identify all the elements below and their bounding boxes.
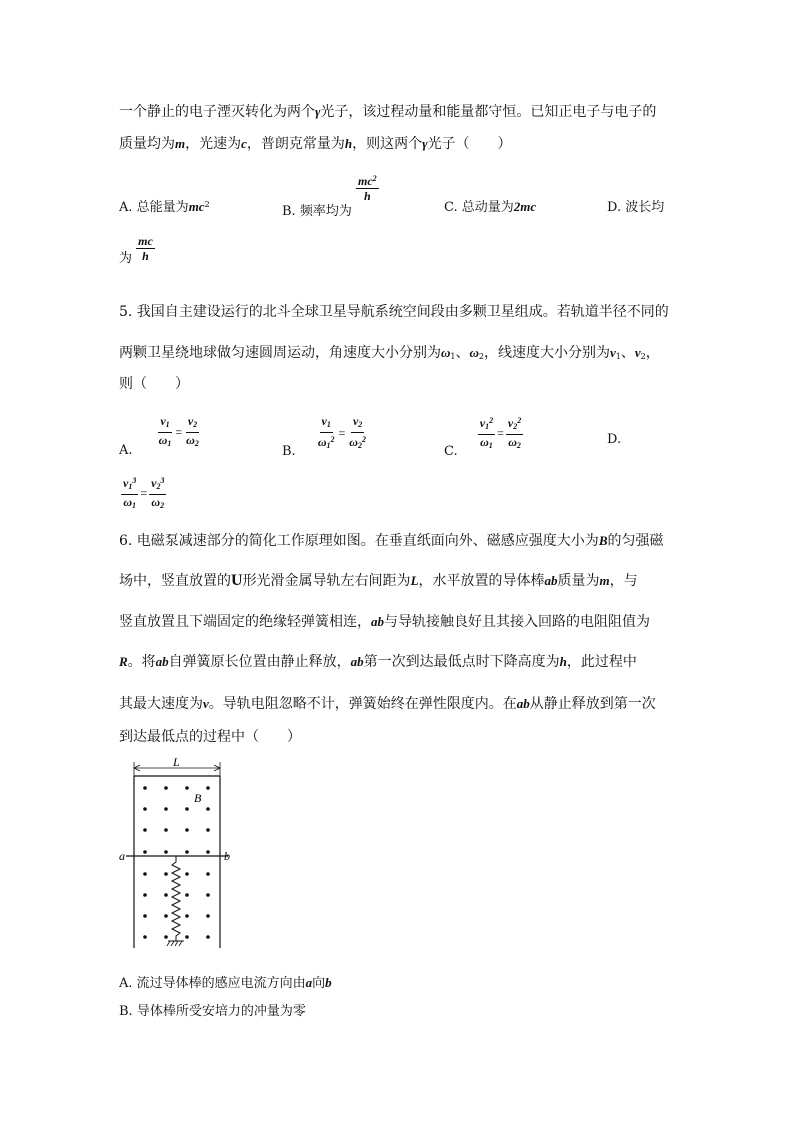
text: ，光速为 xyxy=(185,136,242,152)
ab-symbol: ab xyxy=(544,573,558,588)
q5-line-3 xyxy=(119,374,189,394)
q5-option-c xyxy=(444,414,523,459)
option-label: D. xyxy=(607,432,622,447)
text: ， xyxy=(645,345,660,361)
text: 形光滑金属导轨左右间距为 xyxy=(242,573,411,589)
numerator: mc xyxy=(138,234,153,248)
q6-line-6 xyxy=(119,727,301,747)
text: 光子（ ） xyxy=(427,136,512,152)
denominator: $\omega_1^2$ xyxy=(317,435,335,450)
option-label: B. xyxy=(282,204,296,219)
h-symbol: h xyxy=(344,136,353,151)
denominator: $\omega_2$ xyxy=(186,433,199,448)
q5-line-2 xyxy=(119,343,660,367)
option-text: 波长均 xyxy=(625,200,665,215)
q5-line-1 xyxy=(119,302,669,322)
b-symbol: b xyxy=(325,975,332,990)
numerator: $v_2$ xyxy=(186,414,199,433)
numerator: $v_2^2$ xyxy=(506,414,523,435)
option-text: 为 xyxy=(119,251,133,266)
text: 其最大速度为 xyxy=(119,696,203,712)
v-symbol: v xyxy=(610,345,616,360)
numerator xyxy=(356,172,379,189)
fraction xyxy=(149,474,166,513)
q6-line-5 xyxy=(119,694,656,714)
text: 5. 我国自主建设运行的北斗全球卫星导航系统空间段由多颗卫星组成。若轨道半径不同的 xyxy=(119,304,669,320)
subscript: 1 xyxy=(450,352,456,361)
option-label: C. xyxy=(444,444,458,459)
text: ，则这两个 xyxy=(352,136,423,152)
gamma-symbol: γ xyxy=(422,136,428,151)
fraction xyxy=(347,414,368,453)
text: ，普朗克常量为 xyxy=(246,136,345,152)
fraction xyxy=(356,172,379,203)
q6-line-2 xyxy=(119,571,638,591)
option-label: C. xyxy=(444,200,458,215)
ground-hatch xyxy=(167,941,182,946)
omega-symbol: ω xyxy=(469,345,479,360)
denominator: $\omega_2^2$ xyxy=(349,435,366,450)
text: 一个静止的电子湮灭转化为两个 xyxy=(119,104,315,120)
c-symbol: c xyxy=(241,136,247,151)
fraction xyxy=(506,414,523,453)
text: ，线速度大小分别为 xyxy=(484,345,610,361)
q4-option-b xyxy=(282,172,379,219)
q5-option-d-formula xyxy=(121,474,166,513)
text: 6. 电磁泵减速部分的简化工作原理如图。在垂直纸面向外、磁感应强度大小为 xyxy=(119,533,599,549)
L-label: L xyxy=(173,756,180,769)
text: 从静止释放到第一次 xyxy=(529,696,656,712)
text: 光子，该过程动量和能量都守恒。已知正电子与电子的 xyxy=(320,104,657,120)
a-label: a xyxy=(119,849,125,863)
R-symbol: R xyxy=(119,654,128,669)
field-dots xyxy=(143,786,210,939)
option-label: D. xyxy=(607,200,622,215)
q4-option-a xyxy=(119,196,210,215)
text: 。将 xyxy=(127,654,156,670)
fraction xyxy=(478,414,495,453)
q4-option-d-cont xyxy=(119,234,155,266)
text: 两颗卫星绕地球做匀速圆周运动，角速度大小分别为 xyxy=(119,345,441,361)
spring xyxy=(172,856,180,941)
ab-symbol: ab xyxy=(371,614,384,629)
text: 。导轨电阻忽略不计，弹簧始终在弹性限度内。在 xyxy=(208,696,517,712)
fraction xyxy=(316,414,337,453)
text: 竖直放置且下端固定的绝缘轻弹簧相连， xyxy=(119,614,371,630)
text: 到达最低点的过程中（ ） xyxy=(119,729,301,745)
numerator: $v_2$ xyxy=(351,414,364,433)
fraction xyxy=(184,414,201,451)
b-label: b xyxy=(224,849,230,863)
separator: 、 xyxy=(455,345,470,361)
exponent: 2 xyxy=(372,174,377,183)
denominator: h xyxy=(142,249,149,263)
text: 场中，竖直放置的 xyxy=(119,573,231,589)
math: mc xyxy=(188,199,205,214)
q6-line-3 xyxy=(119,612,650,632)
numerator: $v_1$ xyxy=(320,414,333,433)
numerator: $v_1$ xyxy=(158,414,171,433)
equals: = xyxy=(140,486,148,500)
v-symbol: v xyxy=(634,345,641,360)
option-label: A. xyxy=(119,443,133,458)
U-symbol: U xyxy=(231,572,243,589)
subscript: 2 xyxy=(640,352,646,361)
denominator: $\omega_1$ xyxy=(158,433,172,448)
option-text: B. 导体棒所受安培力的冲量为零 xyxy=(119,1004,306,1019)
text: 质量为 xyxy=(557,573,600,589)
text: 质量均为 xyxy=(119,136,175,152)
equals: = xyxy=(338,426,346,440)
B-symbol: B xyxy=(598,533,608,548)
L-symbol: L xyxy=(410,573,419,588)
option-label: B. xyxy=(282,444,296,459)
denominator: $\omega_2$ xyxy=(151,495,165,510)
equals: = xyxy=(497,426,504,440)
option-label: A. xyxy=(119,200,133,215)
denominator: $\omega_1$ xyxy=(480,435,493,450)
text: 第一次到达最低点时下降高度为 xyxy=(363,654,560,670)
numerator: $v_1^3$ xyxy=(121,474,138,495)
gamma-symbol: γ xyxy=(315,104,321,119)
separator: 、 xyxy=(620,345,635,361)
numerator: $v_2^3$ xyxy=(149,474,166,495)
ab-symbol: ab xyxy=(516,696,530,711)
q4-option-c xyxy=(444,196,536,215)
subscript: 1 xyxy=(615,352,621,361)
denominator: h xyxy=(363,189,371,203)
q6-option-b xyxy=(119,1000,306,1019)
magnetic-field-diagram xyxy=(116,756,246,956)
q4-line-1 xyxy=(119,102,656,122)
option-text: 总动量为 xyxy=(461,200,514,215)
denominator: $\omega_2$ xyxy=(508,435,521,450)
text: 的匀强磁 xyxy=(607,533,664,549)
option-text: 总能量为 xyxy=(136,200,189,215)
q4-option-d xyxy=(607,196,664,215)
q6-line-4 xyxy=(119,652,637,672)
math: mc xyxy=(357,174,373,188)
a-symbol: a xyxy=(305,975,313,990)
h-symbol: h xyxy=(559,654,567,669)
B-label: B xyxy=(194,791,202,805)
fraction xyxy=(157,414,174,451)
q6-line-1 xyxy=(119,531,663,551)
q5-option-b xyxy=(282,414,368,459)
q5-option-d xyxy=(607,432,621,447)
v-symbol: v xyxy=(203,696,209,711)
denominator: $\omega_1$ xyxy=(123,495,136,510)
m-symbol: m xyxy=(175,136,186,151)
fraction xyxy=(121,474,138,513)
text: ，水平放置的导体棒 xyxy=(418,573,545,589)
option-text: A. 流过导体棒的感应电流方向由 xyxy=(119,976,306,991)
text: ，与 xyxy=(609,573,638,589)
subscript: 2 xyxy=(478,352,484,361)
text: 与导轨接触良好且其接入回路的电阻阻值为 xyxy=(384,614,650,630)
option-text: 频率均为 xyxy=(299,204,352,219)
option-text: 向 xyxy=(312,976,326,991)
fraction xyxy=(136,234,155,263)
text: 自弹簧原长位置由静止释放， xyxy=(168,654,351,670)
q4-line-2 xyxy=(119,134,512,154)
ab-symbol: ab xyxy=(155,654,169,669)
text: 则（ ） xyxy=(119,376,189,392)
math: 2mc xyxy=(513,199,537,214)
numerator: $v_1^2$ xyxy=(478,414,495,435)
q5-option-a xyxy=(119,414,201,458)
omega-symbol: ω xyxy=(441,345,451,360)
m-symbol: m xyxy=(599,573,610,588)
equals: = xyxy=(175,425,183,439)
q6-option-a xyxy=(119,972,332,991)
exponent: 2 xyxy=(204,200,210,209)
ab-symbol: ab xyxy=(350,654,364,669)
text: ，此过程中 xyxy=(566,654,637,670)
